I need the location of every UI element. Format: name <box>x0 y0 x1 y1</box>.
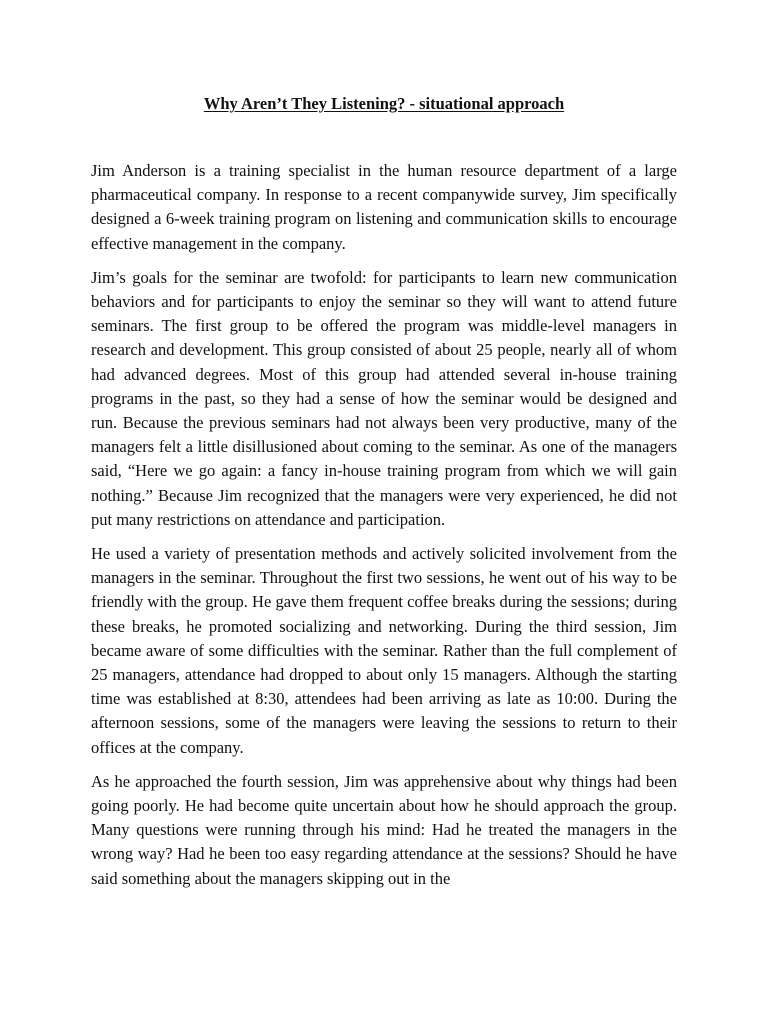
document-body <box>91 159 677 901</box>
document-title: Why Aren’t They Listening? - situational approach <box>203 94 565 113</box>
paragraph-3: He used a variety of presentation methods and actively solicited involvement from the managers in the seminar. Throughout the first two sessions, he went out of his way to be friendly with the group. He gave them frequent coffee breaks during the sessions; during these breaks, he promoted socializing and networking. During the third session, Jim became aware of some difficulties with the seminar. Rather than the full complement of 25 managers, attendance had dropped to about only 15 managers. Although the starting time was established at 8:30, attendees had been arriving as late as 10:00. During the afternoon sessions, some of the managers were leaving the sessions to return to their offices at the company. <box>91 544 677 757</box>
paragraph-4: As he approached the fourth session, Jim was apprehensive about why things had been going poorly. He had become quite uncertain about how he should approach the group. Many questions were running through his mind: Had he treated the managers in the wrong way? Had he been too easy regarding attendance at the sessions? Should he have said something about the managers skipping out in the <box>91 771 677 888</box>
paragraph-1: Jim Anderson is a training specialist in the human resource department of a large pharmaceutical company. In response to a recent companywide survey, Jim specifically designed a 6-week training program on listening and communication skills to encourage effective management in the company. <box>91 161 677 253</box>
paragraph-2: Jim’s goals for the seminar are twofold: for participants to learn new communication behaviors and for participants to enjoy the seminar so they will want to attend future seminars. The first group to be offered the program was middle-level managers in research and development. This group consisted of about 25 people, nearly all of whom had advanced degrees. Most of this group had attended several in-house training programs in the past, so they had a sense of how the seminar would be designed and run. Because the previous seminars had not always been very productive, many of the managers felt a little disillusioned about coming to the seminar. As one of the managers said, “Here we go again: a fancy in-house training program from which we will gain nothing.” Because Jim recognized that the managers were very experienced, he did not put many restrictions on attendance and participation. <box>91 267 677 529</box>
